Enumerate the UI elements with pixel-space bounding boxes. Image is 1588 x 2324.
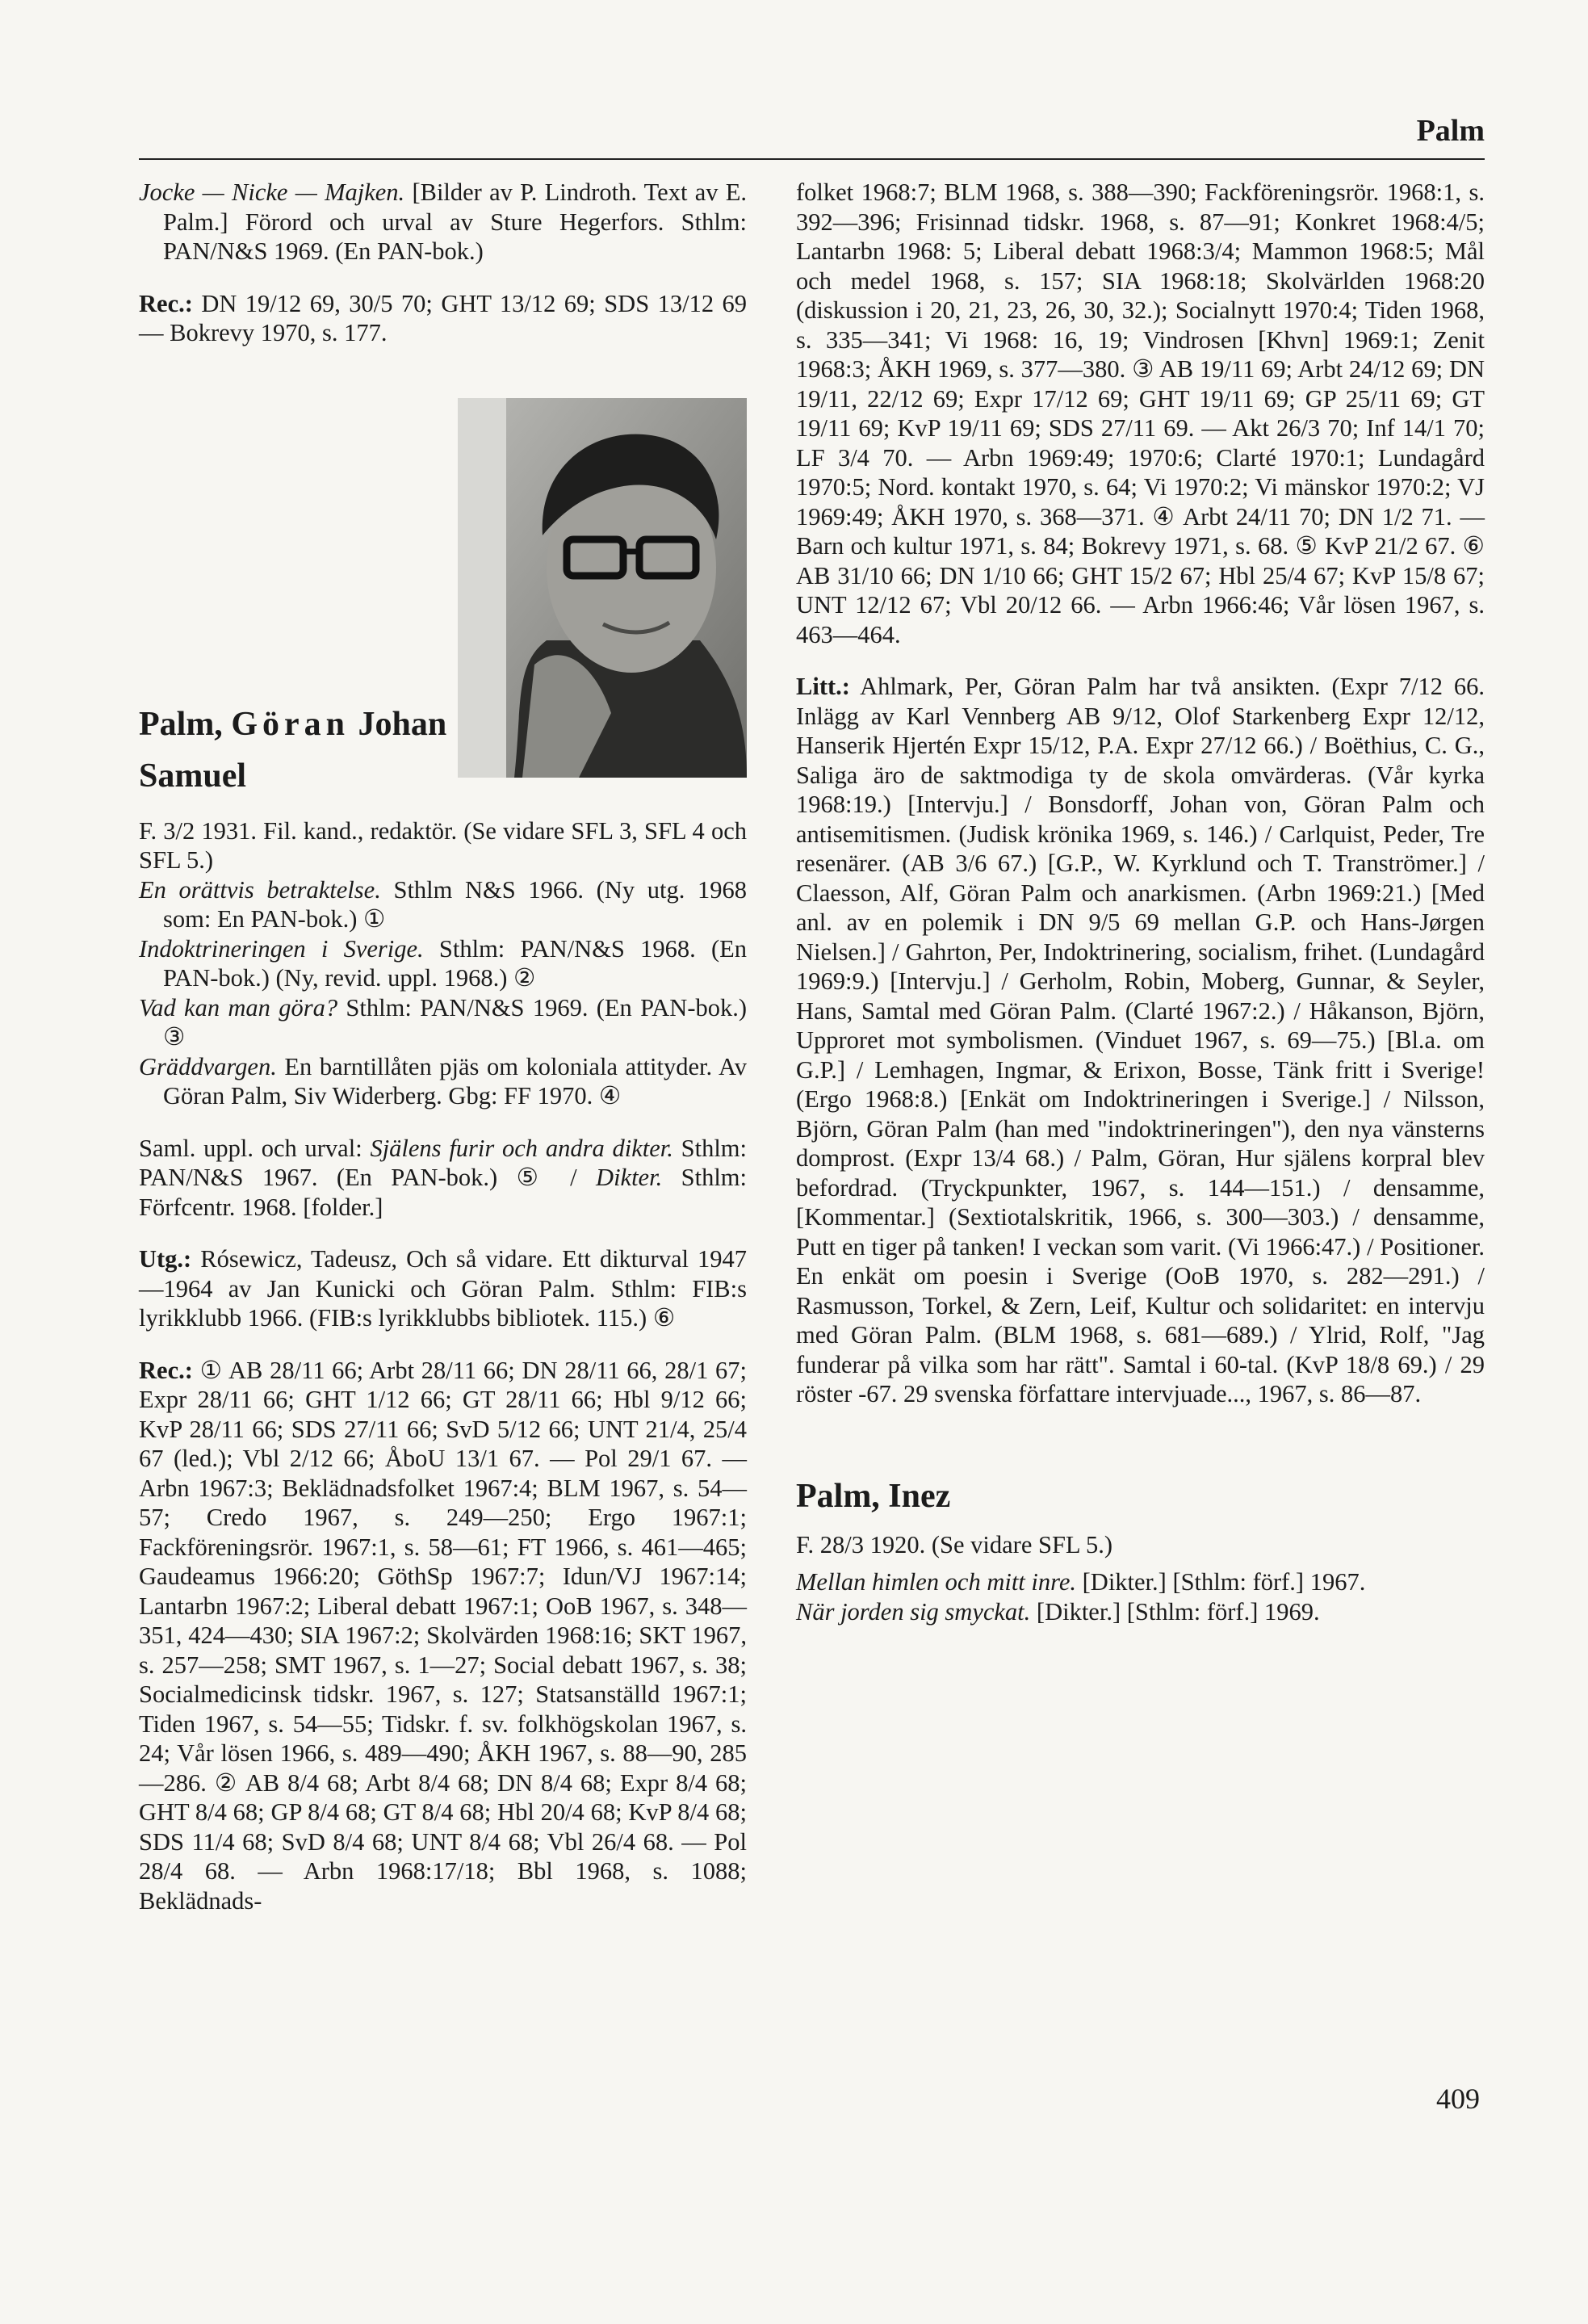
portrait-image bbox=[458, 398, 747, 778]
literature-references: Litt.: Ahlmark, Per, Göran Palm har två ansikten. (Expr 7/12 66. Inlägg av Karl Vennberg AB 9/12, Olof Starkenberg Expr 12/12, Hanserik Hjertén Expr 15/12, P.A. Expr 27/12 66.) / Boëthius, C. G., Saliga äro de saktmodiga ty de skola omvärderas. (Vår kyrka 1968:19.) [Intervju.] / Bonsdorff, Johan von, Göran Palm och antisemitismen. (Judisk krönika 1969, s. 146.) / Carlquist, Peder, Tre resenärer. (AB 3/6 67.) [G.P., W. Kyrklund och T. Tranströmer.] / Claesson, Alf, Göran Palm och anarkismen. (Arbn 1969:21.) [Med anl. av en polemik i DN 9/5 69 mellan G.P. och Hans-Jørgen Nielsen.] / Gahrton, Per, Indoktrinering, socialism, frihet. (Lundagård 1969:9.) [Intervju.] / Gerholm, Robin, Moberg, Gunnar, & Seyler, Hans, Samtal med Göran Palm. (Clarté 1967:2.) / Håkanson, Björn, Upproret mot symbolismen. (Vinduet 1967, s. 69—75.) [Bl.a. om G.P.] / Lemhagen, Ingmar, & Erixon, Bosse, Tänk fritt i Sverige! (Ergo 1968:8.) [Enkät om Indoktrineringen i Sverige.] / Nilsson, Björn, Göran Palm (han med "indoktrineringen"), den nya vänsterns domprost. (Expr 13/4 68.) / Palm, Göran, Hur själens korpral blev befordrad. (Tryckpunkter, 1967, s. 144—151.) / densamme, [Kommentar.] (Sextiotalskritik, 1966, s. 300—303.) / densamme, Putt en tiger på tanken! I veckan som varit. (Vi 1966:47.) / Positioner. En enkät om poesin i Sverige (OoB 1970, s. 282—291.) / Rasmusson, Torkel, & Zern, Leif, Kultur och solidaritet: en intervju med Göran Palm. (BLM 1968, s. 681—689.) / Ylrid, Rolf, "Jag funderar på vilka som har rätt". Samtal i 60-tal. (KvP 18/8 69.) / 29 röster -67. 29 svenska författare intervjuade..., 1967, s. 86—87. bbox=[796, 673, 1485, 1407]
work-item: Gräddvargen. En barntillåten pjäs om koloniala attityder. Av Göran Palm, Siv Widerberg. Gbg: FF 1970. ④ bbox=[139, 1052, 747, 1110]
reviews-goran-palm: Rec.: ① AB 28/11 66; Arbt 28/11 66; DN 28/11 66, 28/1 67; Expr 28/11 66; GHT 1/12 66; GT 28/11 66; Hbl 9/12 66; KvP 28/11 66; SDS 27/11 66; SvD 5/12 66; UNT 21/4, 25/4 67 (led.); Vbl 2/12 66; ÅboU 13/1 67. — Pol 29/1 67. — Arbn 1967:3; Beklädnadsfolket 1967:4; BLM 1967, s. 54—57; Credo 1967, s. 249—250; Ergo 1967:1; Fackföreningsrör. 1967:1, s. 58—61; FT 1966, s. 461—465; Gaudeamus 1966:20; GöthSp 1967:7; Idun/VJ 1967:14; Lantarbn 1967:2; Liberal debatt 1967:1; OoB 1967, s. 348—351, 424—430; SIA 1967:2; Skolvärden 1968:16; SKT 1967, s. 257—258; SMT 1967, s. 1—27; Social debatt 1967, s. 38; Socialmedicinsk tidskr. 1967, s. 127; Statsanställd 1967:1; Tiden 1967, s. 54—55; Tidskr. f. sv. folkhögskolan 1967, s. 24; Vår lösen 1966, s. 489—490; ÅKH 1967, s. 88—90, 285—286. ② AB 8/4 68; Arbt 8/4 68; DN 8/4 68; Expr 8/4 68; GHT 8/4 68; GP 8/4 68; GT 8/4 68; Hbl 20/4 68; KvP 8/4 68; SDS 11/4 68; SvD 8/4 68; UNT 8/4 68; Vbl 26/4 68. — Pol 28/4 68. — Arbn 1968:17/18; Bbl 1968, s. 1088; Beklädnads- bbox=[139, 1356, 747, 1915]
author-portrait-photo bbox=[458, 398, 747, 778]
running-head: Palm bbox=[1416, 114, 1485, 148]
work-item: En orättvis betraktelse. Sthlm N&S 1966. (Ny utg. 1968 som: En PAN-bok.) ① bbox=[139, 875, 747, 933]
reviews-jocke: Rec.: DN 19/12 69, 30/5 70; GHT 13/12 69; SDS 13/12 69 — Bokrevy 1970, s. 177. bbox=[139, 289, 747, 346]
collected-editions: Saml. uppl. och urval: Själens furir och andra dikter. Sthlm: PAN/N&S 1967. (En PAN-bok.) ⑤ / Dikter. Sthlm: Förfcentr. 1968. [folder.] bbox=[139, 1134, 747, 1221]
reviews-continued: folket 1968:7; BLM 1968, s. 388—390; Fackföreningsrör. 1968:1, s. 392—396; Frisinnad tidskr. 1968, s. 87—91; Konkret 1968:4/5; Lantarbn 1968: 5; Liberal debatt 1968:3/4; Mammon 1968:5; Mål och medel 1968, s. 157; SIA 1968:18; Skolvärlden 1968:20 (diskussion i 20, 21, 23, 26, 30, 32.); Socialnytt 1970:4; Tiden 1968, s. 335—341; Vi 1968: 16, 19; Vindrosen [Khvn] 1969:1; Zenit 1968:3; ÅKH 1969, s. 377—380. ③ AB 19/11 69; Arbt 24/12 69; DN 19/11, 22/12 69; Expr 17/12 69; GHT 19/11 69; GP 25/11 69; GT 19/11 69; KvP 19/11 69; SDS 27/11 69. — Akt 26/3 70; Inf 14/1 70; LF 3/4 70. — Arbn 1969:49; 1970:6; Clarté 1970:1; Lundagård 1970:5; Nord. kontakt 1970, s. 64; Vi 1970:2; Vi mänskor 1970:2; VJ 1969:49; ÅKH 1970, s. 368—371. ④ Arbt 24/11 70; DN 1/2 71. — Barn och kultur 1971, s. 84; Bokrevy 1971, s. 68. ⑤ KvP 21/2 67. ⑥ AB 31/10 66; DN 1/10 66; GHT 15/2 67; Hbl 25/4 67; KvP 15/8 67; UNT 12/12 67; Vbl 20/12 66. — Arbn 1966:46; Vår lösen 1967, s. 463—464. bbox=[796, 178, 1485, 648]
entry-title-goran-palm: Palm, Göran Johan Samuel bbox=[139, 705, 447, 795]
page-number: 409 bbox=[1436, 2083, 1480, 2115]
work-item: Indoktrineringen i Sverige. Sthlm: PAN/N&S 1968. (En PAN-bok.) (Ny, revid. uppl. 1968.) ② bbox=[139, 934, 747, 992]
work-item: Mellan himlen och mitt inre. [Dikter.] [Sthlm: förf.] 1967. bbox=[796, 1568, 1366, 1596]
left-column bbox=[139, 178, 747, 1915]
work-item: När jorden sig smyckat. [Dikter.] [Sthlm: förf.] 1969. bbox=[796, 1597, 1320, 1626]
entry-title-inez-palm: Palm, Inez bbox=[796, 1477, 951, 1515]
header-rule bbox=[139, 158, 1485, 160]
work-item: Vad kan man göra? Sthlm: PAN/N&S 1969. (En PAN-bok.) ③ bbox=[139, 993, 748, 1051]
bio-inez-palm: F. 28/3 1920. (Se vidare SFL 5.) bbox=[796, 1530, 1113, 1558]
right-column bbox=[796, 178, 1485, 1626]
work-jocke-nicke-majken: Jocke — Nicke — Majken. [Bilder av P. Lindroth. Text av E. Palm.] Förord och urval av Sture Hegerfors. Sthlm: PAN/N&S 1969. (En PAN-bok.) bbox=[139, 178, 747, 265]
entry-header bbox=[139, 398, 747, 802]
bio-goran-palm: F. 3/2 1931. Fil. kand., redaktör. (Se vidare SFL 3, SFL 4 och SFL 5.) bbox=[139, 816, 747, 874]
edited-works: Utg.: Rósewicz, Tadeusz, Och så vidare. Ett dikturval 1947—1964 av Jan Kunicki och Göran Palm. Sthlm: FIB:s lyrikklubb 1966. (FIB:s lyrikklubbs bibliotek. 115.) ⑥ bbox=[139, 1245, 747, 1332]
